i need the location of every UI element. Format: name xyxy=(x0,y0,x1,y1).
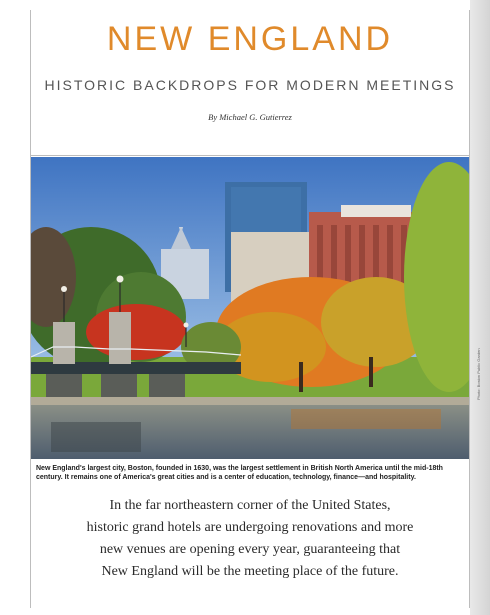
intro-paragraph xyxy=(30,495,470,583)
article-title: NEW ENGLAND xyxy=(106,20,394,58)
bridge-tower-left xyxy=(53,322,75,364)
article-byline: By Michael G. Gutierrez xyxy=(208,112,292,122)
intro-line: In the far northeastern corner of the United States, xyxy=(109,498,391,513)
page-gutter xyxy=(470,0,490,615)
intro-line: New England will be the meeting place of the future. xyxy=(101,564,399,579)
article-subtitle: HISTORIC BACKDROPS FOR MODERN MEETINGS xyxy=(44,77,456,93)
photo-caption: New England's largest city, Boston, founded in 1630, was the largest settlement in British North America until the mid-18th century. It remains one of America's great cities and is a center of education, technology, finance—and hospitality. xyxy=(36,465,443,481)
intro-line: historic grand hotels are undergoing renovations and more xyxy=(86,520,414,535)
boston-public-garden-photo xyxy=(31,157,469,459)
red-tree xyxy=(86,304,186,360)
header-divider xyxy=(30,155,470,156)
photo-credit: Photo: Boston Public Garden xyxy=(476,348,481,400)
bridge-tower-right xyxy=(109,312,131,364)
intro-line: new venues are opening every year, guaranteeing that xyxy=(99,542,401,557)
